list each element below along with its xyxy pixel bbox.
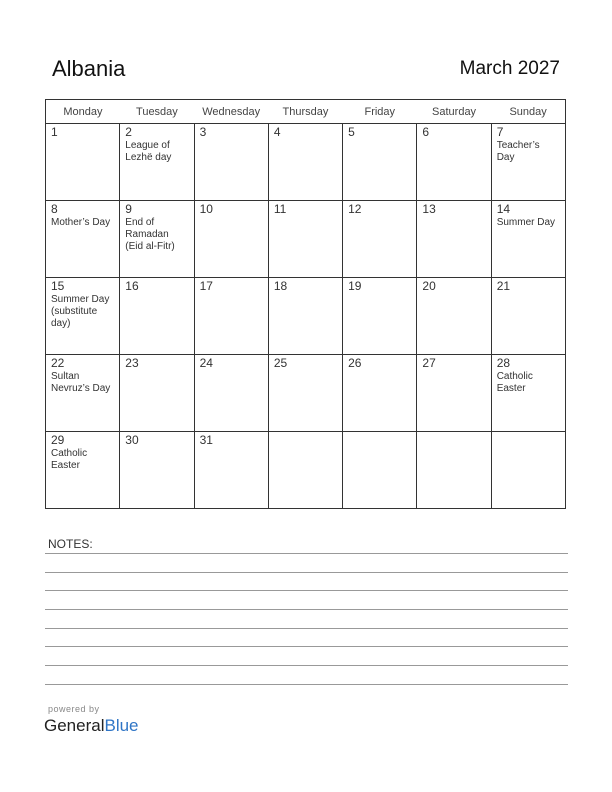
day-number: 18 bbox=[273, 279, 288, 293]
day-cell-8 bbox=[46, 201, 120, 278]
notes-line bbox=[45, 684, 568, 685]
day-cell-15 bbox=[46, 278, 120, 355]
day-cell-30 bbox=[120, 432, 194, 509]
day-number: 8 bbox=[51, 202, 58, 216]
day-cell-18 bbox=[268, 278, 342, 355]
day-cell-2 bbox=[120, 124, 194, 201]
powered-by-text: powered by bbox=[48, 704, 100, 714]
weekday-thursday: Thursday bbox=[268, 100, 342, 124]
holiday-label: Summer Day bbox=[496, 217, 556, 228]
day-cell-28 bbox=[491, 355, 565, 432]
week-row bbox=[46, 278, 566, 355]
weekday-monday: Monday bbox=[46, 100, 120, 124]
day-number: 2 bbox=[125, 125, 132, 139]
day-number: 1 bbox=[51, 125, 58, 139]
day-cell-5 bbox=[343, 124, 417, 201]
day-number: 7 bbox=[496, 125, 504, 139]
notes-line bbox=[45, 590, 568, 591]
day-cell-3 bbox=[194, 124, 268, 201]
holiday-label: Catholic Easter bbox=[51, 448, 88, 471]
week-row bbox=[46, 201, 566, 278]
day-number: 27 bbox=[422, 356, 436, 370]
day-cell-10 bbox=[194, 201, 268, 278]
day-cell-4 bbox=[268, 124, 342, 201]
day-number: 24 bbox=[199, 356, 213, 370]
notes-line bbox=[45, 646, 568, 647]
weekday-saturday: Saturday bbox=[417, 100, 491, 124]
day-cell-9 bbox=[120, 201, 194, 278]
day-number: 4 bbox=[273, 125, 281, 139]
country-title: Albania bbox=[52, 56, 126, 81]
day-number: 20 bbox=[422, 279, 436, 293]
day-number: 12 bbox=[348, 202, 362, 216]
day-cell-12 bbox=[343, 201, 417, 278]
day-number: 11 bbox=[273, 202, 287, 216]
day-cell-23 bbox=[120, 355, 194, 432]
day-cell-29 bbox=[46, 432, 120, 509]
day-number: 22 bbox=[51, 356, 65, 370]
day-cell-16 bbox=[120, 278, 194, 355]
holiday-label: Teacher’s Day bbox=[496, 140, 540, 163]
day-number: 9 bbox=[125, 202, 132, 216]
calendar-grid bbox=[45, 99, 566, 509]
empty-day-cell bbox=[417, 432, 491, 509]
day-number: 23 bbox=[125, 356, 139, 370]
weekday-tuesday: Tuesday bbox=[120, 100, 194, 124]
empty-day-cell bbox=[268, 432, 342, 509]
day-cell-11 bbox=[268, 201, 342, 278]
day-cell-21 bbox=[491, 278, 565, 355]
day-number: 5 bbox=[348, 125, 355, 139]
day-cell-13 bbox=[417, 201, 491, 278]
generalblue-logo[interactable] bbox=[44, 716, 139, 736]
notes-label: NOTES: bbox=[48, 537, 93, 551]
weekday-wednesday: Wednesday bbox=[194, 100, 268, 124]
day-cell-25 bbox=[268, 355, 342, 432]
holiday-label: Catholic Easter bbox=[496, 371, 533, 394]
holiday-label: League of Lezhë day bbox=[125, 140, 172, 163]
day-cell-24 bbox=[194, 355, 268, 432]
day-number: 13 bbox=[422, 202, 436, 216]
day-number: 6 bbox=[422, 125, 430, 139]
day-number: 3 bbox=[199, 125, 207, 139]
brand-blue: Blue bbox=[104, 716, 139, 735]
holiday-label: Sultan Nevruz’s Day bbox=[51, 371, 111, 394]
weekday-sunday: Sunday bbox=[491, 100, 565, 124]
notes-line bbox=[45, 665, 568, 666]
holiday-label: Summer Day (substitute day) bbox=[51, 294, 110, 329]
week-row bbox=[46, 432, 566, 509]
day-cell-6 bbox=[417, 124, 491, 201]
day-cell-14 bbox=[491, 201, 565, 278]
notes-line bbox=[45, 609, 568, 610]
weekday-friday: Friday bbox=[343, 100, 417, 124]
holiday-label: Mother’s Day bbox=[51, 217, 111, 228]
day-number: 21 bbox=[496, 279, 511, 293]
day-number: 14 bbox=[496, 202, 511, 216]
day-number: 19 bbox=[348, 279, 362, 293]
day-number: 16 bbox=[125, 279, 139, 293]
notes-line bbox=[45, 628, 568, 629]
day-cell-22 bbox=[46, 355, 120, 432]
day-cell-26 bbox=[343, 355, 417, 432]
holiday-label: End of Ramadan (Eid al-Fitr) bbox=[125, 217, 175, 252]
empty-day-cell bbox=[343, 432, 417, 509]
day-cell-27 bbox=[417, 355, 491, 432]
notes-line bbox=[45, 572, 568, 573]
day-number: 30 bbox=[125, 433, 139, 447]
day-cell-1 bbox=[46, 124, 120, 201]
weekday-header-row bbox=[46, 100, 566, 124]
day-number: 10 bbox=[199, 202, 213, 216]
day-cell-7 bbox=[491, 124, 565, 201]
day-number: 17 bbox=[199, 279, 213, 293]
day-number: 15 bbox=[51, 279, 65, 293]
day-cell-17 bbox=[194, 278, 268, 355]
day-number: 31 bbox=[199, 433, 213, 447]
brand-general: General bbox=[44, 716, 105, 735]
day-cell-20 bbox=[417, 278, 491, 355]
notes-line bbox=[45, 553, 568, 554]
day-cell-19 bbox=[343, 278, 417, 355]
day-number: 25 bbox=[273, 356, 288, 370]
week-row bbox=[46, 124, 566, 201]
week-row bbox=[46, 355, 566, 432]
day-number: 29 bbox=[51, 433, 65, 447]
day-cell-31 bbox=[194, 432, 268, 509]
day-number: 28 bbox=[496, 356, 511, 370]
month-title: March 2027 bbox=[459, 58, 560, 79]
empty-day-cell bbox=[491, 432, 565, 509]
day-number: 26 bbox=[348, 356, 362, 370]
